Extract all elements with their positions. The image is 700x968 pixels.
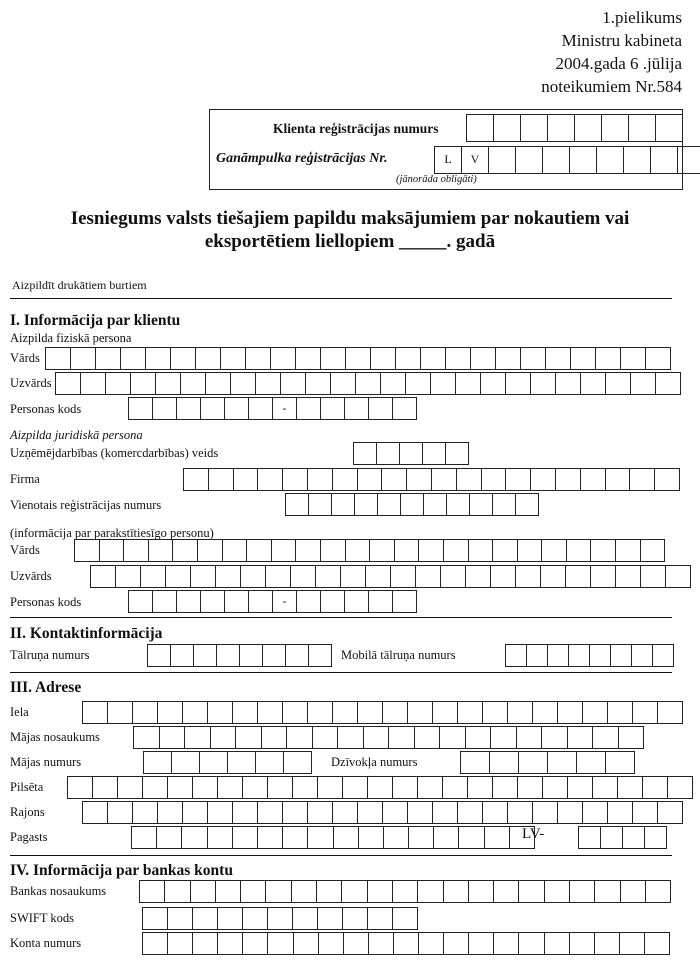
house-number-label: Mājas numurs	[10, 755, 82, 769]
herd-reg-label: Ganāmpulka reģistrācijas Nr.	[216, 151, 388, 166]
signatory-code-label: Personas kods	[10, 595, 82, 609]
legal-person-note: Aizpilda juridiskā persona	[10, 428, 143, 442]
swift-label: SWIFT kods	[10, 911, 75, 925]
signatory-name-label: Vārds	[10, 543, 40, 557]
mobile-field[interactable]	[505, 644, 674, 667]
personal-code-separator: -	[273, 398, 297, 419]
surname-field[interactable]	[55, 372, 681, 395]
name-field[interactable]	[45, 347, 671, 370]
herd-prefix-v: V	[462, 147, 489, 173]
house-name-field[interactable]	[133, 726, 644, 749]
annex-number: 1.pielikums	[602, 8, 682, 27]
house-number-field[interactable]	[143, 751, 312, 774]
account-label: Konta numurs	[10, 936, 82, 950]
client-reg-number-field[interactable]	[466, 114, 683, 142]
district-label: Rajons	[10, 805, 45, 819]
personal-code-field[interactable]	[128, 397, 417, 420]
parish-label: Pagasts	[10, 830, 48, 844]
personal-code-label: Personas kods	[10, 402, 82, 416]
postal-prefix: LV-	[522, 826, 545, 842]
herd-reg-number-field[interactable]	[434, 146, 700, 174]
signatory-surname-field[interactable]	[90, 565, 691, 588]
signatory-code-field[interactable]	[128, 590, 417, 613]
herd-prefix-l: L	[435, 147, 462, 173]
form-title-line1: Iesniegums valsts tiešajiem papildu maksājumiem par nokautiem vai	[70, 208, 630, 229]
apartment-field[interactable]	[460, 751, 635, 774]
apartment-label: Dzīvokļa numurs	[331, 755, 418, 769]
business-type-label: Uzņēmējdarbības (komercdarbības) veids	[10, 446, 219, 460]
firm-field[interactable]	[183, 468, 680, 491]
signatory-surname-label: Uzvārds	[10, 569, 52, 583]
postal-code-field[interactable]	[578, 826, 667, 849]
surname-label: Uzvārds	[10, 376, 52, 390]
annex-regulation: noteikumiem Nr.584	[541, 77, 682, 96]
business-type-field[interactable]	[353, 442, 469, 465]
signatory-code-separator: -	[273, 591, 297, 612]
herd-reg-note: (jānorāda obligāti)	[396, 174, 477, 185]
annex-date: 2004.gada 6 .jūlija	[555, 54, 682, 73]
phone-label: Tālruņa numurs	[10, 648, 90, 662]
section2-heading: II. Kontaktinformācija	[10, 625, 163, 642]
parish-field[interactable]	[131, 826, 535, 849]
bank-name-label: Bankas nosaukums	[10, 884, 107, 898]
name-label: Vārds	[10, 351, 40, 365]
firm-label: Firma	[10, 472, 40, 486]
city-field[interactable]	[67, 776, 693, 799]
form-title	[0, 207, 700, 253]
signatory-note: (informācija par parakstītiesīgo personu)	[10, 526, 214, 540]
phone-field[interactable]	[147, 644, 332, 667]
bank-name-field[interactable]	[139, 880, 671, 903]
house-name-label: Mājas nosaukums	[10, 730, 100, 744]
swift-field[interactable]	[142, 907, 418, 930]
divider	[10, 298, 672, 299]
fill-hint: Aizpildīt drukātiem burtiem	[12, 278, 147, 292]
mobile-label: Mobilā tālruņa numurs	[341, 648, 456, 662]
district-field[interactable]	[82, 801, 683, 824]
form-title-line2: eksportētiem liellopiem _____. gadā	[204, 231, 496, 252]
reg-number-field[interactable]	[285, 493, 539, 516]
client-reg-label: Klienta reģistrācijas numurs	[273, 121, 439, 136]
divider	[10, 672, 672, 673]
reg-number-label: Vienotais reģistrācijas numurs	[10, 498, 162, 512]
divider	[10, 617, 672, 618]
street-label: Iela	[10, 705, 29, 719]
street-field[interactable]	[82, 701, 683, 724]
annex-reference	[541, 6, 682, 98]
natural-person-note: Aizpilda fiziskā persona	[10, 331, 132, 345]
section3-heading: III. Adrese	[10, 679, 82, 696]
divider	[10, 855, 672, 856]
section4-heading: IV. Informācija par bankas kontu	[10, 862, 233, 879]
annex-issuer: Ministru kabineta	[561, 31, 682, 50]
account-field[interactable]	[142, 932, 670, 955]
section1-heading: I. Informācija par klientu	[10, 312, 181, 329]
city-label: Pilsēta	[10, 780, 44, 794]
signatory-name-field[interactable]	[74, 539, 665, 562]
